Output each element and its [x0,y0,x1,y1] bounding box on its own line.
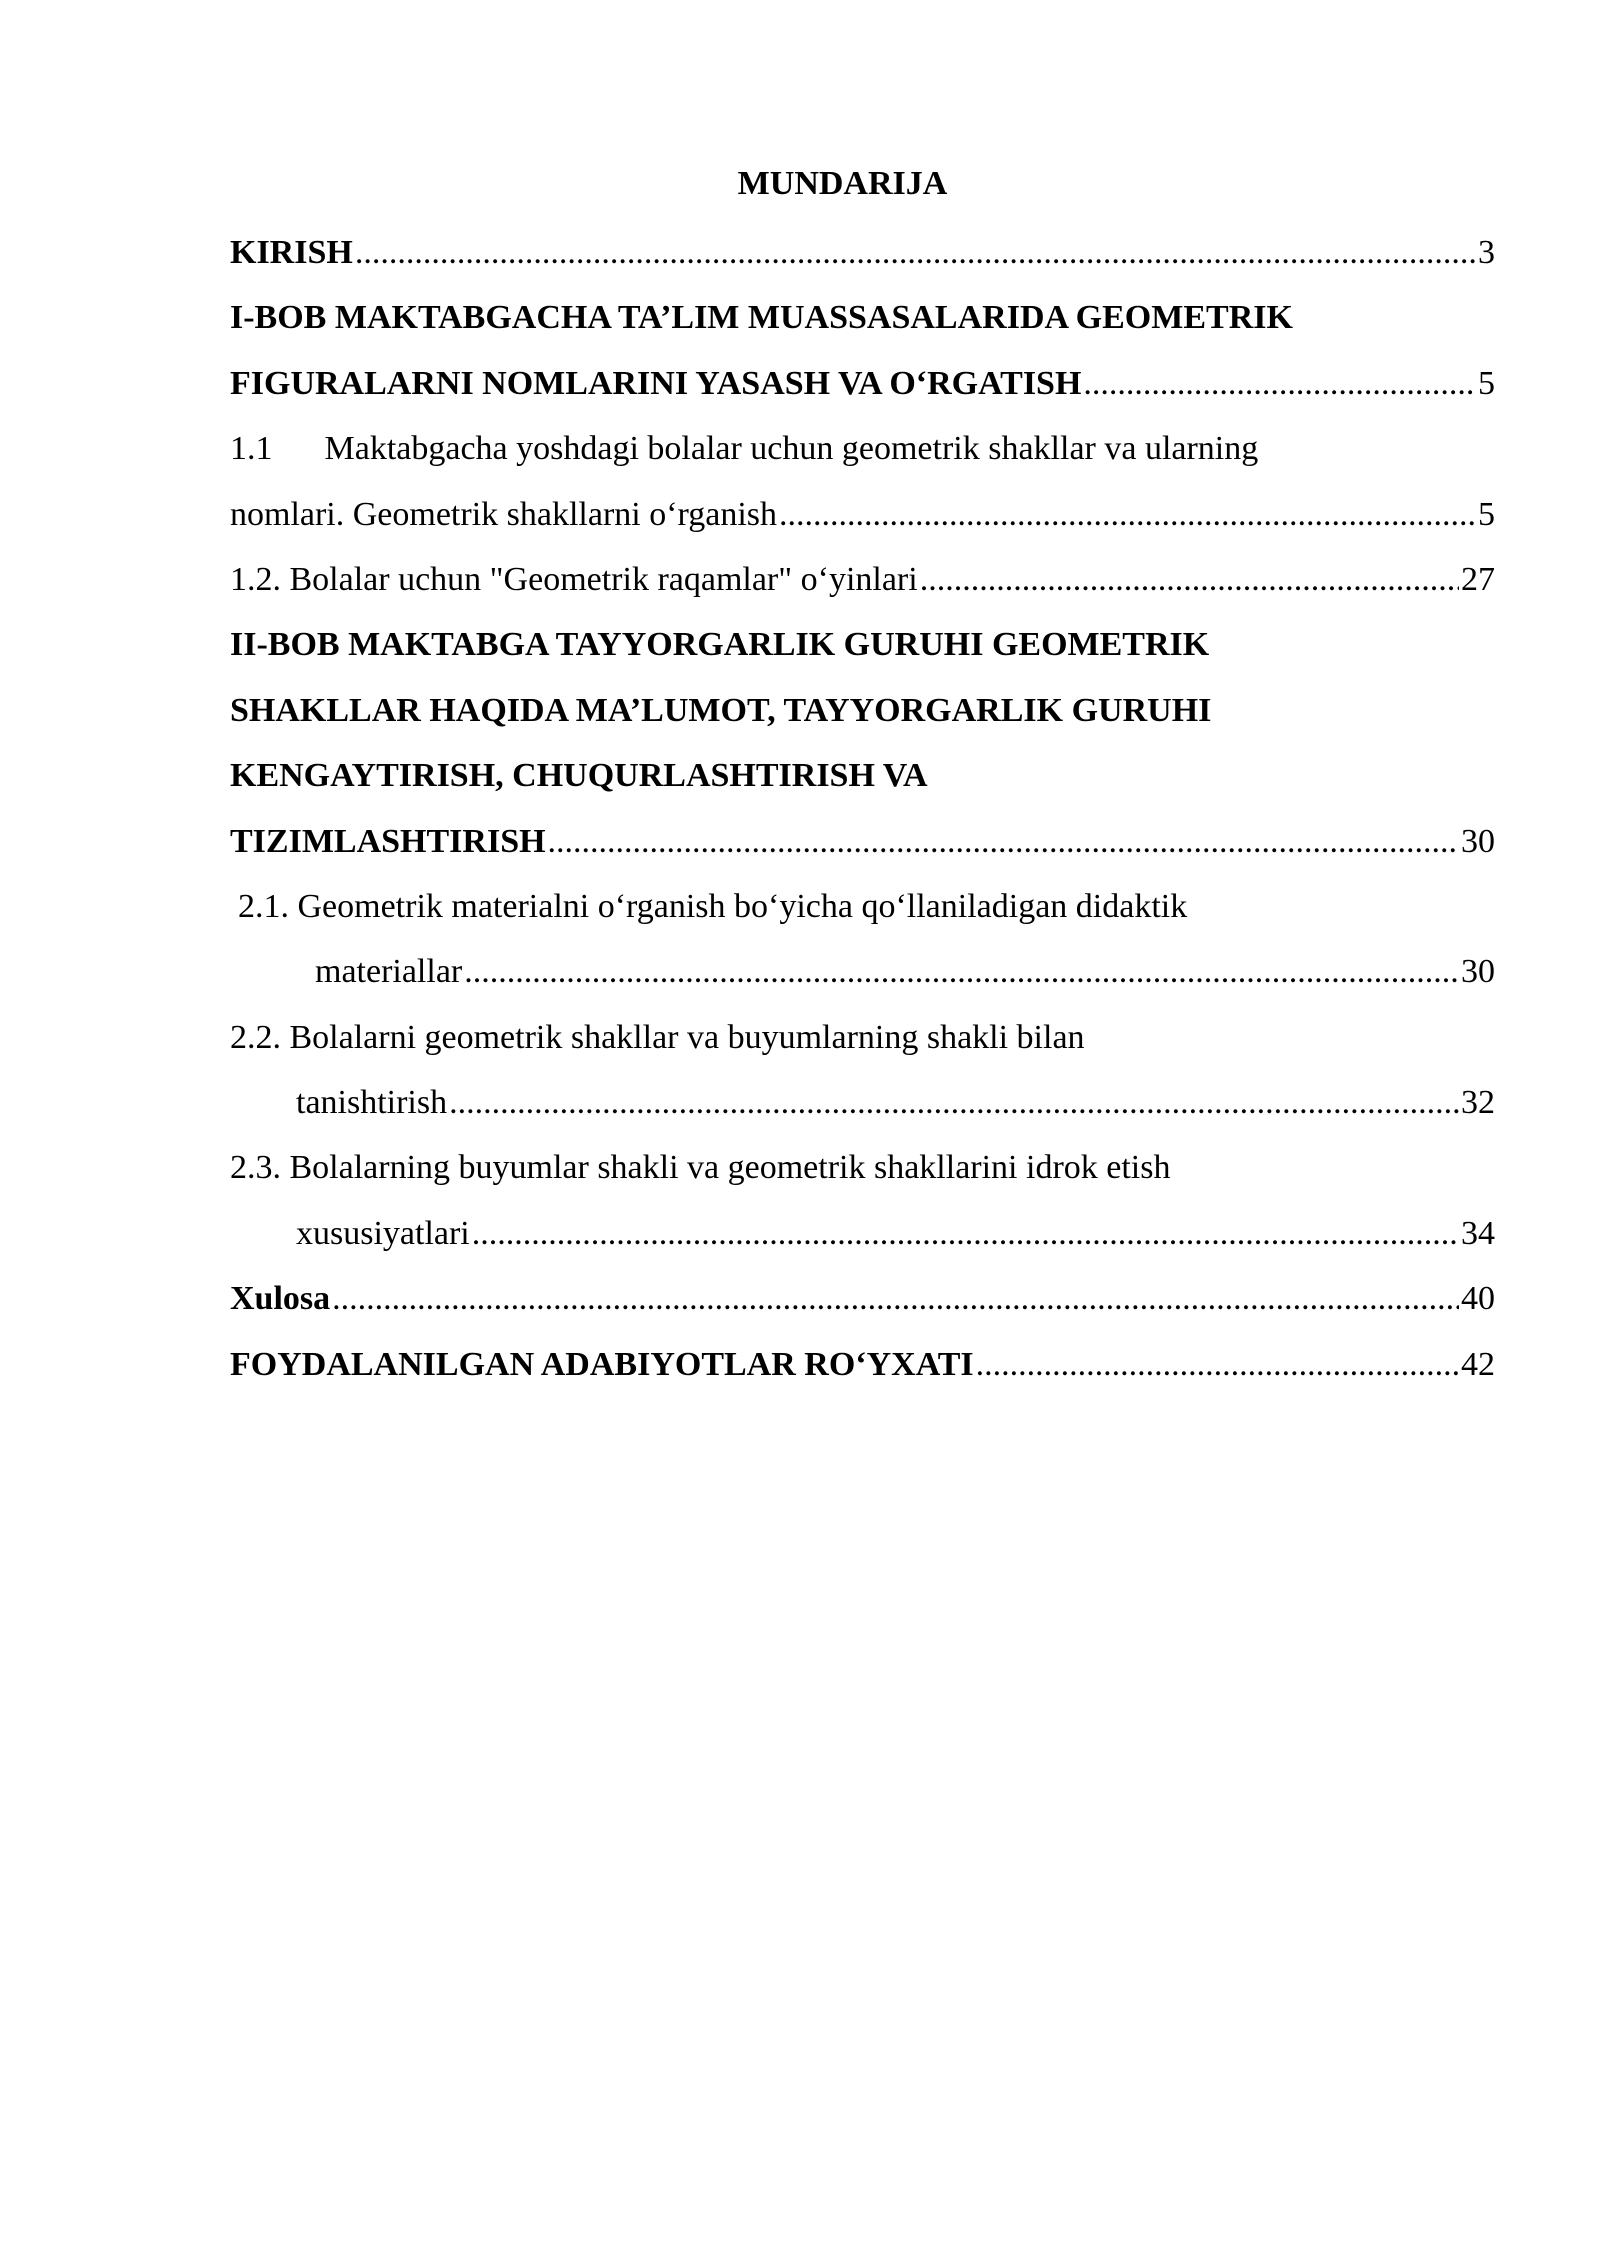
toc-page-number: 30 [1461,953,1495,991]
dot-leader [464,939,1459,1004]
toc-entry-xulosa [230,1266,1495,1331]
toc-entry-2-2-line1 [230,1005,1495,1070]
toc-entry-bob2-line4 [230,809,1495,874]
toc-entry-2-3-line2 [230,1201,1495,1266]
toc-page-number: 5 [1478,364,1495,402]
toc-entry-label: I-BOB MAKTABGACHA TA’LIM MUASSASALARIDA GEOMETRIK [230,299,1293,337]
dot-leader [1083,351,1476,416]
toc-entry-bob2-line3 [230,743,1495,808]
toc-entry-label: FIGURALARNI NOMLARINI YASASH VA O‘RGATISH [230,364,1082,402]
dot-leader [920,547,1459,612]
toc-entry-label: materiallar [315,953,463,991]
toc-entry-1-1-line2 [230,482,1495,547]
toc-page-number: 32 [1461,1084,1495,1122]
toc-entry-label: Xulosa [230,1280,331,1318]
toc-page-number: 40 [1461,1280,1495,1318]
toc-entry-label: 2.3. Bolalarning buyumlar shakli va geometrik shakllarini idrok etish [230,1149,1171,1187]
dot-leader [779,482,1476,547]
toc-page-number: 34 [1461,1214,1495,1252]
page-title: MUNDARIJA [737,165,948,202]
toc-entry-label: nomlari. Geometrik shakllarni o‘rganish [230,495,778,533]
toc-entry-bob1-line2 [230,351,1495,416]
toc-entry-label: II-BOB MAKTABGA TAYYORGARLIK GURUHI GEOMETRIK [230,626,1210,664]
toc-entry-bob1-line1 [230,285,1495,350]
toc-page-number: 3 [1478,234,1495,271]
toc-entry-label: tanishtirish [296,1084,448,1122]
toc-entry-2-2-line2 [230,1070,1495,1135]
toc-page-number: 5 [1478,495,1495,533]
section-number: 1.1 [230,430,273,468]
toc-entry-label: 2.2. Bolalarni geometrik shakllar va buyumlarning shakli bilan [230,1018,1085,1056]
toc-entry-label: TIZIMLASHTIRISH [230,822,546,860]
toc-entry-bob2-line2 [230,678,1495,743]
toc-page-number: 30 [1461,822,1495,860]
toc-entry-2-1-line1 [230,874,1495,939]
toc-entry-label: SHAKLLAR HAQIDA MA’LUMOT, TAYYORGARLIK GURUHI [230,691,1212,729]
toc-entry-label: KIRISH [230,234,353,271]
toc-entry-label: KENGAYTIRISH, CHUQURLASHTIRISH VA [230,757,928,795]
toc-entry-adabiyotlar [230,1332,1495,1397]
toc-entry-label: 1.2. Bolalar uchun "Geometrik raqamlar" o‘yinlari [230,560,918,598]
toc-entry-label: 2.1. Geometrik materialni o‘rganish bo‘yicha qo‘llaniladigan didaktik [238,887,1188,925]
toc-entry-label: xususiyatlari [296,1214,470,1252]
toc-entry-label: FOYDALANILGAN ADABIYOTLAR RO‘YXATI [230,1345,974,1383]
toc-entry-kirish [230,220,1495,285]
dot-leader [332,1266,1459,1331]
dot-leader [472,1201,1459,1266]
dot-leader [548,809,1459,874]
toc-entry-label: Maktabgacha yoshdagi bolalar uchun geometrik shakllar va ularning [324,430,1259,468]
table-of-contents [230,220,1495,1397]
toc-page-number: 27 [1461,560,1495,598]
toc-entry-2-1-line2 [230,939,1495,1004]
toc-entry-bob2-line1 [230,612,1495,677]
dot-leader [976,1332,1459,1397]
dot-leader [355,220,1476,285]
toc-page-number: 42 [1461,1345,1495,1383]
toc-entry-2-3-line1 [230,1135,1495,1200]
dot-leader [449,1070,1459,1135]
toc-entry-1-2 [230,547,1495,612]
toc-entry-1-1-line1 [230,416,1495,481]
